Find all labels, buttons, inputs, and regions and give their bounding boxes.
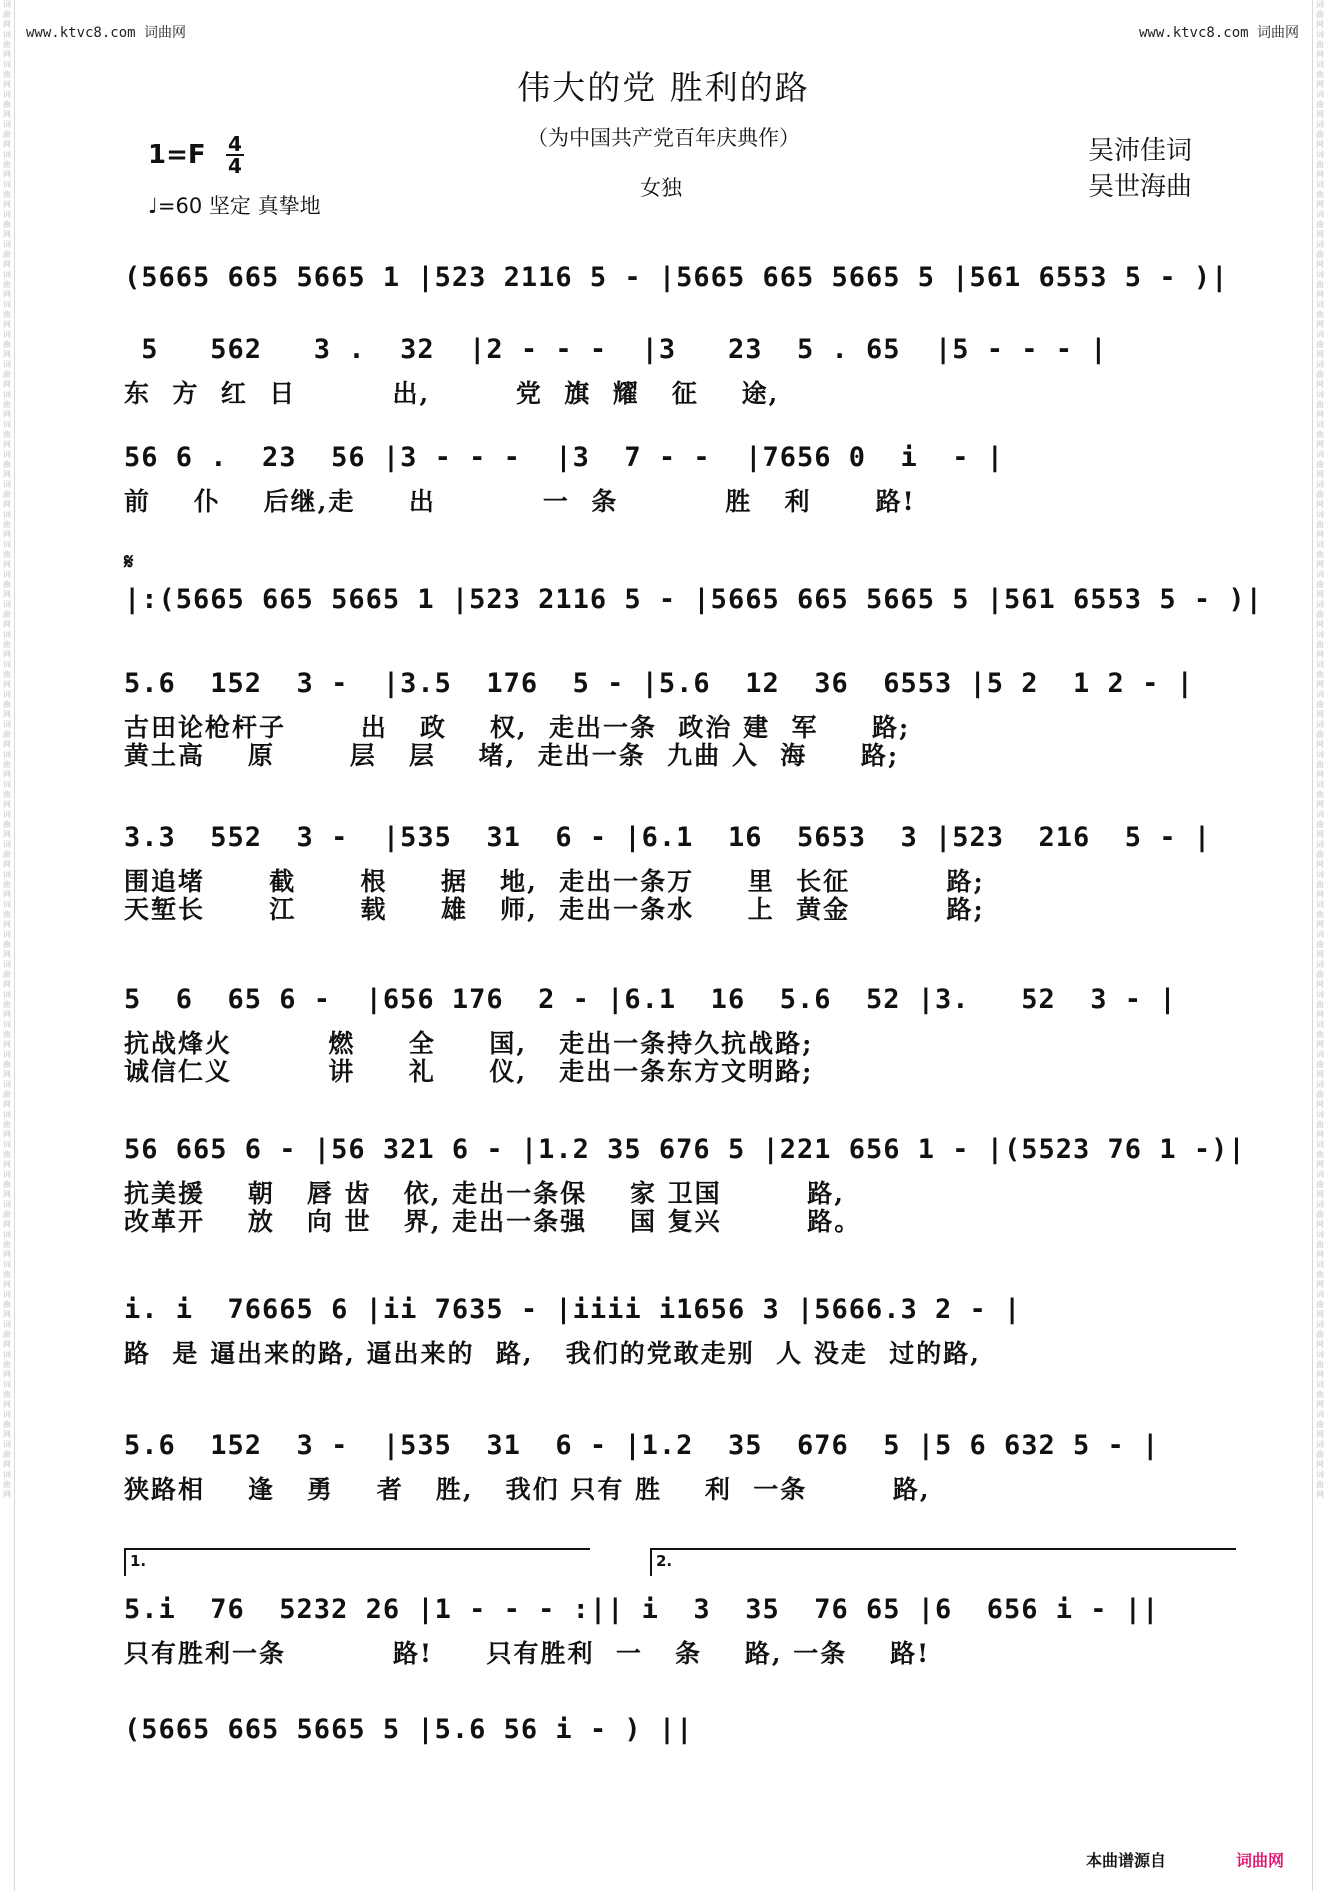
notation-line: (5665 665 5665 5 |5.6 56 i - ) || bbox=[124, 1714, 694, 1745]
lyric-line: 前 仆 后继,走 出 一 条 胜 利 路! bbox=[124, 487, 916, 516]
site-watermark-right: www.ktvc8.com 词曲网 bbox=[1138, 25, 1299, 41]
notation-line: i. i 76665 6 |ii 7635 - |iiii i1656 3 |5666.3 2 - | bbox=[124, 1294, 1022, 1325]
notation-line: 3.3 552 3 - |535 31 6 - |6.1 16 5653 3 |523 216 5 - | bbox=[124, 822, 1212, 853]
left-watermark-strip: 词曲网词曲网词曲网词曲网词曲网词曲网词曲网词曲网词曲网词曲网词曲网词曲网词曲网词曲网词曲网词曲网词曲网词曲网词曲网词曲网词曲网词曲网词曲网词曲网词曲网词曲网词曲网词曲网词曲网词曲网词曲网词曲网词曲网词曲网词曲网词曲网词曲网词曲网词曲网词曲网词曲网词曲网词曲网词曲网词曲网词曲网词曲网词曲网词曲网词曲网 bbox=[0, 0, 15, 1891]
score-system bbox=[0, 1426, 1327, 1504]
notation-line: |:(5665 665 5665 1 |523 2116 5 - |5665 665 5665 5 |561 6553 5 - )| bbox=[124, 584, 1263, 615]
notation-line: (5665 665 5665 1 |523 2116 5 - |5665 665 5665 5 |561 6553 5 - )| bbox=[124, 262, 1229, 293]
score-system bbox=[0, 1290, 1327, 1368]
lyric-line: 狭路相 逢 勇 者 胜, 我们 只有 胜 利 一条 路, bbox=[124, 1475, 931, 1504]
notation-line: 5.6 152 3 - |535 31 6 - |1.2 35 676 5 |5 6 632 5 - | bbox=[124, 1430, 1160, 1461]
score-system bbox=[0, 818, 1327, 924]
lyric-line: 天堑长 江 载 雄 师, 走出一条水 上 黄金 路; bbox=[124, 895, 985, 924]
lyric-line: 黄土高 原 层 层 堵, 走出一条 九曲 入 海 路; bbox=[124, 741, 900, 770]
lyric-line: 围追堵 截 根 据 地, 走出一条万 里 长征 路; bbox=[124, 867, 985, 896]
score-system bbox=[0, 1590, 1327, 1668]
notation-line: 56 665 6 - |56 321 6 - |1.2 35 676 5 |221 656 1 - |(5523 76 1 -)| bbox=[124, 1134, 1246, 1165]
score-system bbox=[0, 980, 1327, 1086]
meter-top: 4 bbox=[228, 132, 242, 156]
volta-first-ending: 1. bbox=[124, 1548, 590, 1576]
score-system bbox=[0, 664, 1327, 770]
notation-line: 5 6 65 6 - |656 176 2 - |6.1 16 5.6 52 |3. 52 3 - | bbox=[124, 984, 1177, 1015]
lyric-line: 抗美援 朝 唇 齿 依, 走出一条保 家 卫国 路, bbox=[124, 1179, 845, 1208]
song-subtitle: （为中国共产党百年庆典作） bbox=[527, 126, 800, 150]
tempo-marking: ♩=60 坚定 真挚地 bbox=[148, 194, 321, 218]
score-system bbox=[0, 1130, 1327, 1236]
key-signature: 1=F bbox=[148, 140, 206, 170]
lyric-line: 东 方 红 日 出, 党 旗 耀 征 途, bbox=[124, 379, 780, 408]
lyric-line: 路 是 逼出来的路, 逼出来的 路, 我们的党敢走别 人 没走 过的路, bbox=[124, 1339, 981, 1368]
notation-line: 5 562 3 . 32 |2 - - - |3 23 5 . 65 |5 - - - | bbox=[124, 334, 1108, 365]
composer-credit: 吴世海曲 bbox=[1088, 172, 1193, 202]
notation-line: 56 6 . 23 56 |3 - - - |3 7 - - |7656 0 i - | bbox=[124, 442, 1005, 473]
lyric-line: 诚信仁义 讲 礼 仪, 走出一条东方文明路; bbox=[124, 1057, 814, 1086]
segno-sign: 𝄋 bbox=[124, 550, 134, 575]
lyric-line: 古田论枪杆子 出 政 权, 走出一条 政治 建 军 路; bbox=[124, 713, 911, 742]
notation-line: 5.6 152 3 - |3.5 176 5 - |5.6 12 36 6553 |5 2 1 2 - | bbox=[124, 668, 1194, 699]
meter-bottom: 4 bbox=[228, 154, 242, 178]
score-system bbox=[0, 330, 1327, 408]
lyric-line: 抗战烽火 燃 全 国, 走出一条持久抗战路; bbox=[124, 1029, 814, 1058]
voice-type: 女独 bbox=[640, 176, 682, 200]
lyric-line: 改革开 放 向 世 界, 走出一条强 国 复兴 路。 bbox=[124, 1207, 862, 1236]
song-title: 伟大的党 胜利的路 bbox=[517, 68, 810, 107]
lyric-line: 只有胜利一条 路! 只有胜利 一 条 路, 一条 路! bbox=[124, 1639, 931, 1668]
footer-brand-link[interactable]: 词曲网 bbox=[1236, 1851, 1285, 1870]
volta-second-ending: 2. bbox=[650, 1548, 1236, 1576]
lyricist-credit: 吴沛佳词 bbox=[1088, 136, 1193, 166]
score-system bbox=[0, 258, 1327, 298]
score-system bbox=[0, 580, 1327, 620]
time-signature bbox=[226, 134, 244, 176]
footer-source-label: 本曲谱源自 bbox=[1086, 1851, 1167, 1870]
score-system bbox=[0, 1710, 1327, 1750]
site-watermark-left: www.ktvc8.com 词曲网 bbox=[26, 25, 187, 41]
score-system bbox=[0, 438, 1327, 516]
notation-line: 5.i 76 5232 26 |1 - - - :|| i 3 35 76 65 |6 656 i - || bbox=[124, 1594, 1160, 1625]
right-watermark-strip: 词曲网词曲网词曲网词曲网词曲网词曲网词曲网词曲网词曲网词曲网词曲网词曲网词曲网词曲网词曲网词曲网词曲网词曲网词曲网词曲网词曲网词曲网词曲网词曲网词曲网词曲网词曲网词曲网词曲网词曲网词曲网词曲网词曲网词曲网词曲网词曲网词曲网词曲网词曲网词曲网词曲网词曲网词曲网词曲网词曲网词曲网词曲网词曲网词曲网词曲网 bbox=[1312, 0, 1327, 1891]
